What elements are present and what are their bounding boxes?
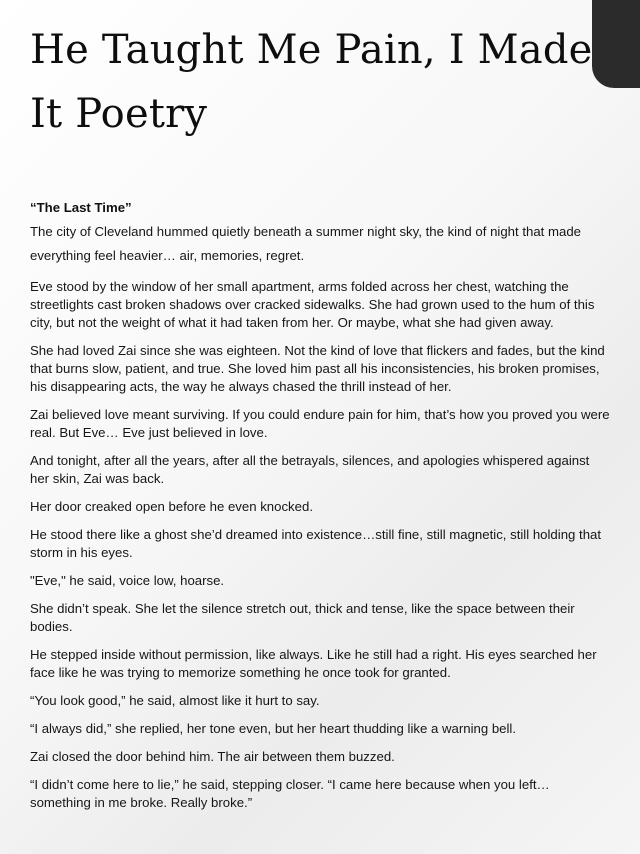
paragraph: “I always did,” she replied, her tone even, but her heart thudding like a warning bell. (30, 721, 517, 736)
paragraph: Zai believed love meant surviving. If you could endure pain for him, that’s how you proved you were real. But Eve… Eve just believed in love. (30, 407, 610, 440)
paragraph: “You look good,” he said, almost like it hurt to say. (30, 693, 320, 708)
paragraph: Eve stood by the window of her small apartment, arms folded across her chest, watching the streetlights cast broken shadows over cracked sidewalks. She had grown used to the hum of this city, but not the weight of what it had taken from her. Or maybe, what she had given away. (30, 279, 595, 330)
story-heading: “The Last Time” (30, 200, 132, 215)
paragraph: And tonight, after all the years, after all the betrayals, silences, and apologies whispered against her skin, Zai was back. (30, 453, 590, 486)
paragraph: He stepped inside without permission, like always. Like he still had a right. His eyes searched her face like he was trying to memorize something he once took for granted. (30, 647, 597, 680)
article (30, 0, 610, 822)
paragraph: “I didn’t come here to lie,” he said, stepping closer. “I came here because when you left… something in me broke. Really broke.” (30, 777, 550, 810)
paragraph: The city of Cleveland hummed quietly beneath a summer night sky, the kind of night that made everything feel heavier… air, memories, regret. (30, 224, 581, 263)
paragraph: "Eve," he said, voice low, hoarse. (30, 573, 225, 588)
paragraph: He stood there like a ghost she’d dreamed into existence…still fine, still magnetic, still holding that storm in his eyes. (30, 527, 602, 560)
page-title: He Taught Me Pain, I Made It Poetry (30, 27, 593, 137)
paragraph: Her door creaked open before he even knocked. (30, 499, 313, 514)
paragraph: She had loved Zai since she was eighteen. Not the kind of love that flickers and fades, but the kind that burns slow, patient, and true. She loved him past all his inconsistencies, his broken promises, his disappearing acts, the way he always chased the thrill instead of her. (30, 343, 605, 394)
paragraph: Zai closed the door behind him. The air between them buzzed. (30, 749, 395, 764)
paragraph: She didn’t speak. She let the silence stretch out, thick and tense, like the space between their bodies. (30, 601, 575, 634)
